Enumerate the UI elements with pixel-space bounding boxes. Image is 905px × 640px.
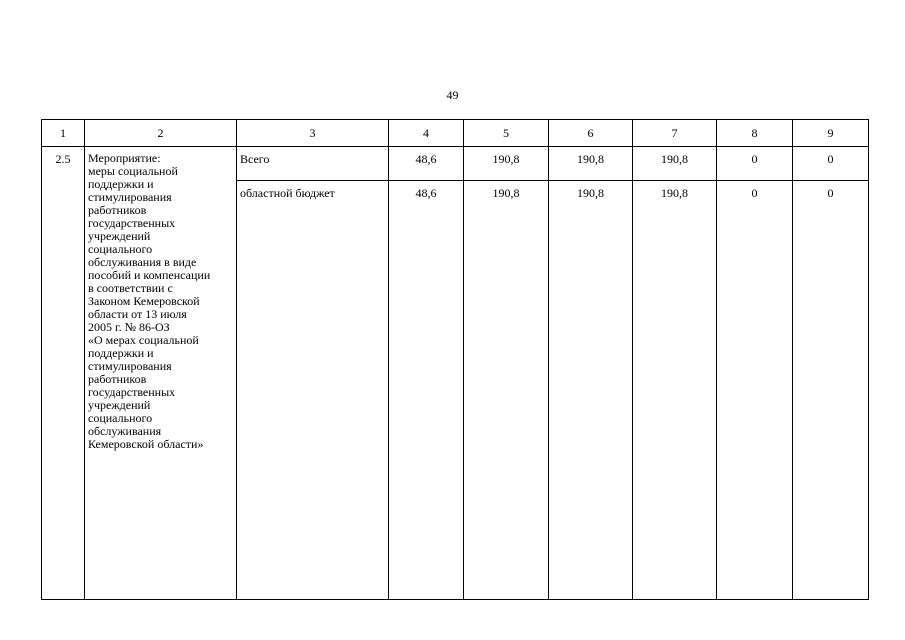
- table-row: [42, 147, 869, 181]
- header-row: [42, 120, 869, 147]
- value-cell: 190,8: [633, 181, 717, 600]
- value-cell: 0: [717, 181, 793, 600]
- value-cell: 0: [793, 147, 869, 181]
- value-cell: 190,8: [549, 147, 633, 181]
- column-header: 9: [793, 120, 869, 147]
- column-header: 7: [633, 120, 717, 147]
- value-cell: 0: [793, 181, 869, 600]
- measure-description-cell: Мероприятие: меры социальной поддержки и стимулирования работников государственных учреждений социального обслуживания в виде пособий и компенсации в соответствии с Законом Кемеровской области от 13 июля 2005 г. № 86-ОЗ «О мерах социальной поддержки и стимулирования работников государственных учреждений социального обслуживания Кемеровской области»: [85, 147, 237, 600]
- column-header: 4: [389, 120, 464, 147]
- column-header: 5: [464, 120, 549, 147]
- funding-source-cell: Всего: [237, 147, 389, 181]
- column-header: 3: [237, 120, 389, 147]
- funding-source-cell: областной бюджет: [237, 181, 389, 600]
- row-number-cell: 2.5: [42, 147, 85, 600]
- program-measures-table: [41, 119, 869, 600]
- value-cell: 190,8: [549, 181, 633, 600]
- value-cell: 190,8: [633, 147, 717, 181]
- value-cell: 190,8: [464, 147, 549, 181]
- column-header: 8: [717, 120, 793, 147]
- value-cell: 190,8: [464, 181, 549, 600]
- value-cell: 48,6: [389, 147, 464, 181]
- page-number: 49: [446, 88, 459, 102]
- value-cell: 0: [717, 147, 793, 181]
- column-header: 1: [42, 120, 85, 147]
- column-header: 6: [549, 120, 633, 147]
- column-header: 2: [85, 120, 237, 147]
- value-cell: 48,6: [389, 181, 464, 600]
